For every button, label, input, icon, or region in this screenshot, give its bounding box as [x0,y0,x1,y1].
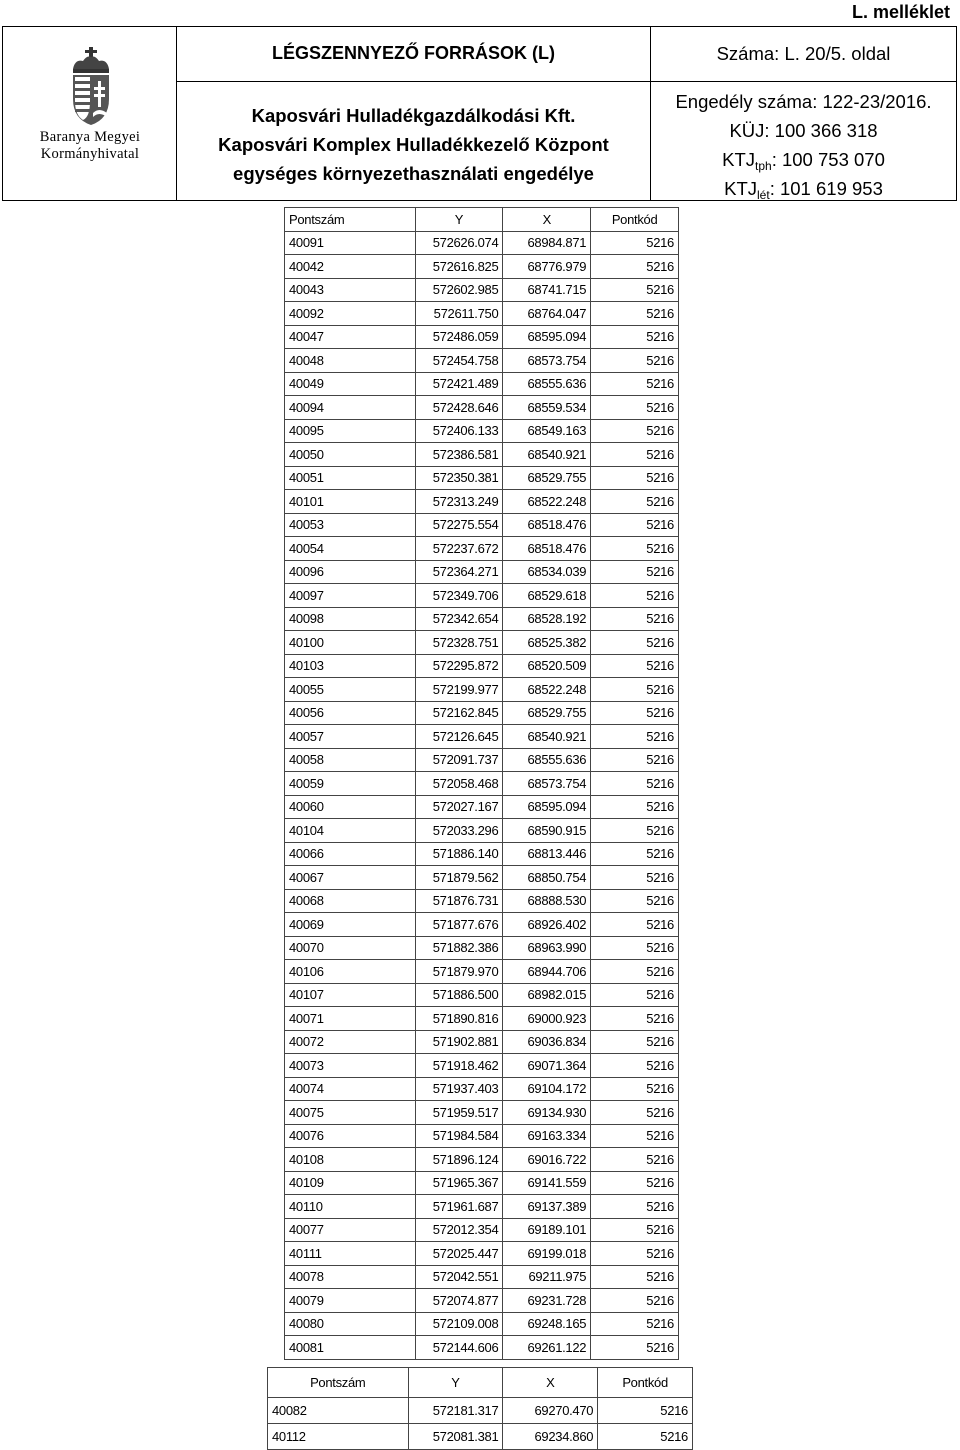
point-code-cell: 5216 [591,960,679,984]
x-coordinate-cell: 68595.094 [503,325,591,349]
table-row [285,1077,679,1101]
point-code-cell: 5216 [591,725,679,749]
y-coordinate-cell: 571886.140 [415,842,503,866]
point-number-cell: 40080 [285,1312,416,1336]
x-coordinate-cell: 69199.018 [503,1242,591,1266]
x-coordinate-cell: 68555.636 [503,748,591,772]
coordinates-table-continued [267,1367,693,1450]
point-number-cell: 40077 [285,1218,416,1242]
table-row [285,1030,679,1054]
x-coordinate-cell: 69189.101 [503,1218,591,1242]
x-coordinate-cell: 68522.248 [503,490,591,514]
point-code-cell: 5216 [591,866,679,890]
y-coordinate-cell: 572611.750 [415,302,503,326]
table-row [285,725,679,749]
x-coordinate-cell: 68540.921 [503,725,591,749]
annex-label: L. melléklet [851,2,950,22]
table-header-row [285,208,679,232]
table-row [285,396,679,420]
x-coordinate-cell: 69234.860 [503,1424,598,1450]
point-number-cell: 40072 [285,1030,416,1054]
point-number-cell: 40050 [285,443,416,467]
y-coordinate-cell: 572144.606 [415,1336,503,1360]
x-coordinate-cell: 68813.446 [503,842,591,866]
table-row [285,772,679,796]
x-coordinate-cell: 68741.715 [503,278,591,302]
point-number-cell: 40079 [285,1289,416,1313]
point-code-cell: 5216 [591,231,679,255]
table-row [285,584,679,608]
y-coordinate-cell: 572428.646 [415,396,503,420]
y-coordinate-cell: 572313.249 [415,490,503,514]
point-code-cell: 5216 [591,372,679,396]
table-row [285,1054,679,1078]
point-code-cell: 5216 [591,1030,679,1054]
y-coordinate-cell: 572109.008 [415,1312,503,1336]
point-code-cell: 5216 [591,1077,679,1101]
table-row [285,349,679,373]
point-number-cell: 40094 [285,396,416,420]
y-coordinate-cell: 572486.059 [415,325,503,349]
point-code-cell: 5216 [591,654,679,678]
point-code-cell: 5216 [591,1054,679,1078]
header-divider [177,81,650,82]
permit-title: egységes környezethasználati engedélye [233,163,594,184]
y-coordinate-cell: 571882.386 [415,936,503,960]
x-coordinate-cell: 68926.402 [503,913,591,937]
point-number-cell: 40100 [285,631,416,655]
point-code-cell: 5216 [598,1398,693,1424]
y-coordinate-cell: 572295.872 [415,654,503,678]
ktj-let-number [651,178,956,202]
x-coordinate-cell: 69071.364 [503,1054,591,1078]
table-row [285,913,679,937]
x-coordinate-cell: 68888.530 [503,889,591,913]
point-number-cell: 40055 [285,678,416,702]
point-code-cell: 5216 [591,1242,679,1266]
y-coordinate-cell: 571918.462 [415,1054,503,1078]
x-coordinate-cell: 68573.754 [503,349,591,373]
y-coordinate-cell: 572328.751 [415,631,503,655]
column-header-point-code: Pontkód [598,1368,693,1398]
kuj-number: KÜJ: 100 366 318 [729,120,878,141]
point-code-cell: 5216 [591,584,679,608]
point-number-cell: 40059 [285,772,416,796]
point-number-cell: 40073 [285,1054,416,1078]
point-number-cell: 40056 [285,701,416,725]
y-coordinate-cell: 572421.489 [415,372,503,396]
x-coordinate-cell: 69137.389 [503,1195,591,1219]
table-row [285,842,679,866]
point-number-cell: 40078 [285,1265,416,1289]
y-coordinate-cell: 571961.687 [415,1195,503,1219]
table-row [285,819,679,843]
table-header-row [268,1368,693,1398]
point-code-cell: 5216 [591,1148,679,1172]
column-header-point-number: Pontszám [268,1368,409,1398]
point-code-cell: 5216 [591,889,679,913]
point-code-cell: 5216 [591,419,679,443]
table-row [285,255,679,279]
point-code-cell: 5216 [591,983,679,1007]
x-coordinate-cell: 69248.165 [503,1312,591,1336]
y-coordinate-cell: 571965.367 [415,1171,503,1195]
table-row [285,1336,679,1360]
x-coordinate-cell: 68528.192 [503,607,591,631]
y-coordinate-cell: 572350.381 [415,466,503,490]
x-coordinate-cell: 69134.930 [503,1101,591,1125]
point-code-cell: 5216 [591,255,679,279]
table-row [285,1265,679,1289]
column-header-x: X [503,208,591,232]
company-name: Kaposvári Hulladékgazdálkodási Kft. [251,105,576,126]
table-row [285,372,679,396]
y-coordinate-cell: 571896.124 [415,1148,503,1172]
table-row [285,1218,679,1242]
y-coordinate-cell: 572386.581 [415,443,503,467]
table-row [285,1242,679,1266]
point-number-cell: 40043 [285,278,416,302]
x-coordinate-cell: 69231.728 [503,1289,591,1313]
point-number-cell: 40067 [285,866,416,890]
y-coordinate-cell: 571886.500 [415,983,503,1007]
column-header-x: X [503,1368,598,1398]
y-coordinate-cell: 571890.816 [415,1007,503,1031]
ktj-let-subscript: lét [757,188,770,202]
x-coordinate-cell: 68534.039 [503,560,591,584]
point-number-cell: 40092 [285,302,416,326]
point-code-cell: 5216 [591,1265,679,1289]
table-row [285,866,679,890]
table-row [285,889,679,913]
point-number-cell: 40108 [285,1148,416,1172]
point-code-cell: 5216 [591,443,679,467]
y-coordinate-cell: 572349.706 [415,584,503,608]
x-coordinate-cell: 68525.382 [503,631,591,655]
point-code-cell: 5216 [591,748,679,772]
table-row [285,490,679,514]
facility-name: Kaposvári Komplex Hulladékkezelő Központ [218,134,609,155]
x-coordinate-cell: 69000.923 [503,1007,591,1031]
point-code-cell: 5216 [591,490,679,514]
x-coordinate-cell: 68518.476 [503,537,591,561]
y-coordinate-cell: 572081.381 [408,1424,503,1450]
x-coordinate-cell: 69016.722 [503,1148,591,1172]
table-row [285,537,679,561]
header-title-block [177,27,651,200]
table-row [285,795,679,819]
point-code-cell: 5216 [591,466,679,490]
point-code-cell: 5216 [591,513,679,537]
point-number-cell: 40049 [285,372,416,396]
point-number-cell: 40104 [285,819,416,843]
table-row [285,1289,679,1313]
point-number-cell: 40081 [285,1336,416,1360]
point-code-cell: 5216 [591,349,679,373]
table-row [285,325,679,349]
permit-number: Engedély száma: 122-23/2016. [675,91,932,112]
point-number-cell: 40103 [285,654,416,678]
point-code-cell: 5216 [591,819,679,843]
point-number-cell: 40096 [285,560,416,584]
x-coordinate-cell: 68555.636 [503,372,591,396]
point-number-cell: 40091 [285,231,416,255]
point-number-cell: 40060 [285,795,416,819]
logo-text-line1: Baranya Megyei [39,129,141,145]
point-number-cell: 40047 [285,325,416,349]
x-coordinate-cell: 69270.470 [503,1398,598,1424]
ktj-let-value: : 101 619 953 [769,178,883,199]
point-number-cell: 40058 [285,748,416,772]
logo-block [3,27,177,200]
table-row [285,419,679,443]
point-code-cell: 5216 [591,795,679,819]
point-code-cell: 5216 [591,1007,679,1031]
y-coordinate-cell: 572406.133 [415,419,503,443]
x-coordinate-cell: 69211.975 [503,1265,591,1289]
x-coordinate-cell: 68529.755 [503,701,591,725]
x-coordinate-cell: 68984.871 [503,231,591,255]
y-coordinate-cell: 571959.517 [415,1101,503,1125]
table-row [268,1398,693,1424]
column-header-y: Y [408,1368,503,1398]
point-code-cell: 5216 [591,302,679,326]
x-coordinate-cell: 68518.476 [503,513,591,537]
point-number-cell: 40076 [285,1124,416,1148]
y-coordinate-cell: 572033.296 [415,819,503,843]
table-row [285,654,679,678]
header-divider-right [651,81,956,82]
y-coordinate-cell: 572199.977 [415,678,503,702]
y-coordinate-cell: 572025.447 [415,1242,503,1266]
point-code-cell: 5216 [591,701,679,725]
point-code-cell: 5216 [591,772,679,796]
table-row [285,701,679,725]
point-code-cell: 5216 [591,1312,679,1336]
header-reference-block [651,27,956,200]
point-code-cell: 5216 [591,560,679,584]
document-header [2,26,957,201]
y-coordinate-cell: 572237.672 [415,537,503,561]
point-code-cell: 5216 [591,396,679,420]
x-coordinate-cell: 68982.015 [503,983,591,1007]
x-coordinate-cell: 68944.706 [503,960,591,984]
ktj-tph-number [651,149,956,173]
x-coordinate-cell: 68850.754 [503,866,591,890]
x-coordinate-cell: 68963.990 [503,936,591,960]
document-title: LÉGSZENNYEZŐ FORRÁSOK (L) [272,43,555,63]
x-coordinate-cell: 68520.509 [503,654,591,678]
point-number-cell: 40066 [285,842,416,866]
x-coordinate-cell: 68540.921 [503,443,591,467]
point-code-cell: 5216 [591,678,679,702]
point-number-cell: 40112 [268,1424,409,1450]
x-coordinate-cell: 68764.047 [503,302,591,326]
point-number-cell: 40051 [285,466,416,490]
x-coordinate-cell: 68559.534 [503,396,591,420]
table-row [285,513,679,537]
point-code-cell: 5216 [591,913,679,937]
table-row [285,748,679,772]
x-coordinate-cell: 68776.979 [503,255,591,279]
point-number-cell: 40107 [285,983,416,1007]
table-row [285,1007,679,1031]
y-coordinate-cell: 572126.645 [415,725,503,749]
x-coordinate-cell: 69104.172 [503,1077,591,1101]
y-coordinate-cell: 572454.758 [415,349,503,373]
point-code-cell: 5216 [591,1218,679,1242]
y-coordinate-cell: 572602.985 [415,278,503,302]
y-coordinate-cell: 571879.562 [415,866,503,890]
point-number-cell: 40074 [285,1077,416,1101]
y-coordinate-cell: 571937.403 [415,1077,503,1101]
point-number-cell: 40070 [285,936,416,960]
y-coordinate-cell: 572042.551 [415,1265,503,1289]
point-number-cell: 40082 [268,1398,409,1424]
table-row [285,678,679,702]
ktj-tph-value: : 100 753 070 [771,149,885,170]
point-number-cell: 40042 [285,255,416,279]
x-coordinate-cell: 68522.248 [503,678,591,702]
table-row [285,278,679,302]
table-row [285,1195,679,1219]
point-code-cell: 5216 [598,1424,693,1450]
point-code-cell: 5216 [591,1289,679,1313]
point-number-cell: 40069 [285,913,416,937]
point-code-cell: 5216 [591,278,679,302]
y-coordinate-cell: 572162.845 [415,701,503,725]
y-coordinate-cell: 572342.654 [415,607,503,631]
y-coordinate-cell: 571902.881 [415,1030,503,1054]
column-header-y: Y [415,208,503,232]
point-number-cell: 40109 [285,1171,416,1195]
point-number-cell: 40048 [285,349,416,373]
table-row [268,1424,693,1450]
point-number-cell: 40071 [285,1007,416,1031]
point-code-cell: 5216 [591,1195,679,1219]
table-row [285,231,679,255]
x-coordinate-cell: 68529.618 [503,584,591,608]
page-number: Száma: L. 20/5. oldal [716,43,891,64]
y-coordinate-cell: 572181.317 [408,1398,503,1424]
y-coordinate-cell: 571984.584 [415,1124,503,1148]
point-code-cell: 5216 [591,842,679,866]
point-number-cell: 40106 [285,960,416,984]
y-coordinate-cell: 572626.074 [415,231,503,255]
point-code-cell: 5216 [591,1101,679,1125]
table-row [285,1101,679,1125]
table-row [285,607,679,631]
ktj-tph-subscript: tph [755,159,772,173]
point-code-cell: 5216 [591,325,679,349]
x-coordinate-cell: 68529.755 [503,466,591,490]
ktj-tph-prefix: KTJ [722,149,756,170]
y-coordinate-cell: 572275.554 [415,513,503,537]
point-code-cell: 5216 [591,631,679,655]
x-coordinate-cell: 69141.559 [503,1171,591,1195]
point-code-cell: 5216 [591,1336,679,1360]
y-coordinate-cell: 572616.825 [415,255,503,279]
y-coordinate-cell: 572058.468 [415,772,503,796]
point-number-cell: 40057 [285,725,416,749]
point-number-cell: 40098 [285,607,416,631]
y-coordinate-cell: 572027.167 [415,795,503,819]
point-number-cell: 40095 [285,419,416,443]
point-number-cell: 40110 [285,1195,416,1219]
point-code-cell: 5216 [591,537,679,561]
table-row [285,936,679,960]
table-row [285,983,679,1007]
table-row [285,960,679,984]
point-number-cell: 40068 [285,889,416,913]
x-coordinate-cell: 68595.094 [503,795,591,819]
x-coordinate-cell: 68573.754 [503,772,591,796]
table-row [285,1171,679,1195]
point-number-cell: 40111 [285,1242,416,1266]
point-code-cell: 5216 [591,607,679,631]
point-number-cell: 40097 [285,584,416,608]
point-number-cell: 40053 [285,513,416,537]
point-code-cell: 5216 [591,936,679,960]
table-row [285,443,679,467]
table-row [285,631,679,655]
y-coordinate-cell: 572364.271 [415,560,503,584]
column-header-point-number: Pontszám [285,208,416,232]
hungarian-coat-of-arms-icon [69,47,113,127]
x-coordinate-cell: 69036.834 [503,1030,591,1054]
point-code-cell: 5216 [591,1124,679,1148]
x-coordinate-cell: 68590.915 [503,819,591,843]
table-row [285,560,679,584]
x-coordinate-cell: 68549.163 [503,419,591,443]
point-number-cell: 40075 [285,1101,416,1125]
x-coordinate-cell: 69261.122 [503,1336,591,1360]
y-coordinate-cell: 572012.354 [415,1218,503,1242]
coordinates-table [284,207,679,1360]
y-coordinate-cell: 571879.970 [415,960,503,984]
point-code-cell: 5216 [591,1171,679,1195]
y-coordinate-cell: 572091.737 [415,748,503,772]
table-row [285,1124,679,1148]
table-row [285,302,679,326]
point-number-cell: 40101 [285,490,416,514]
point-number-cell: 40054 [285,537,416,561]
ktj-let-prefix: KTJ [724,178,758,199]
y-coordinate-cell: 571876.731 [415,889,503,913]
table-row [285,1148,679,1172]
x-coordinate-cell: 69163.334 [503,1124,591,1148]
table-row [285,466,679,490]
table-row [285,1312,679,1336]
y-coordinate-cell: 572074.877 [415,1289,503,1313]
y-coordinate-cell: 571877.676 [415,913,503,937]
logo-text-line2: Kormányhivatal [40,146,140,162]
column-header-point-code: Pontkód [591,208,679,232]
